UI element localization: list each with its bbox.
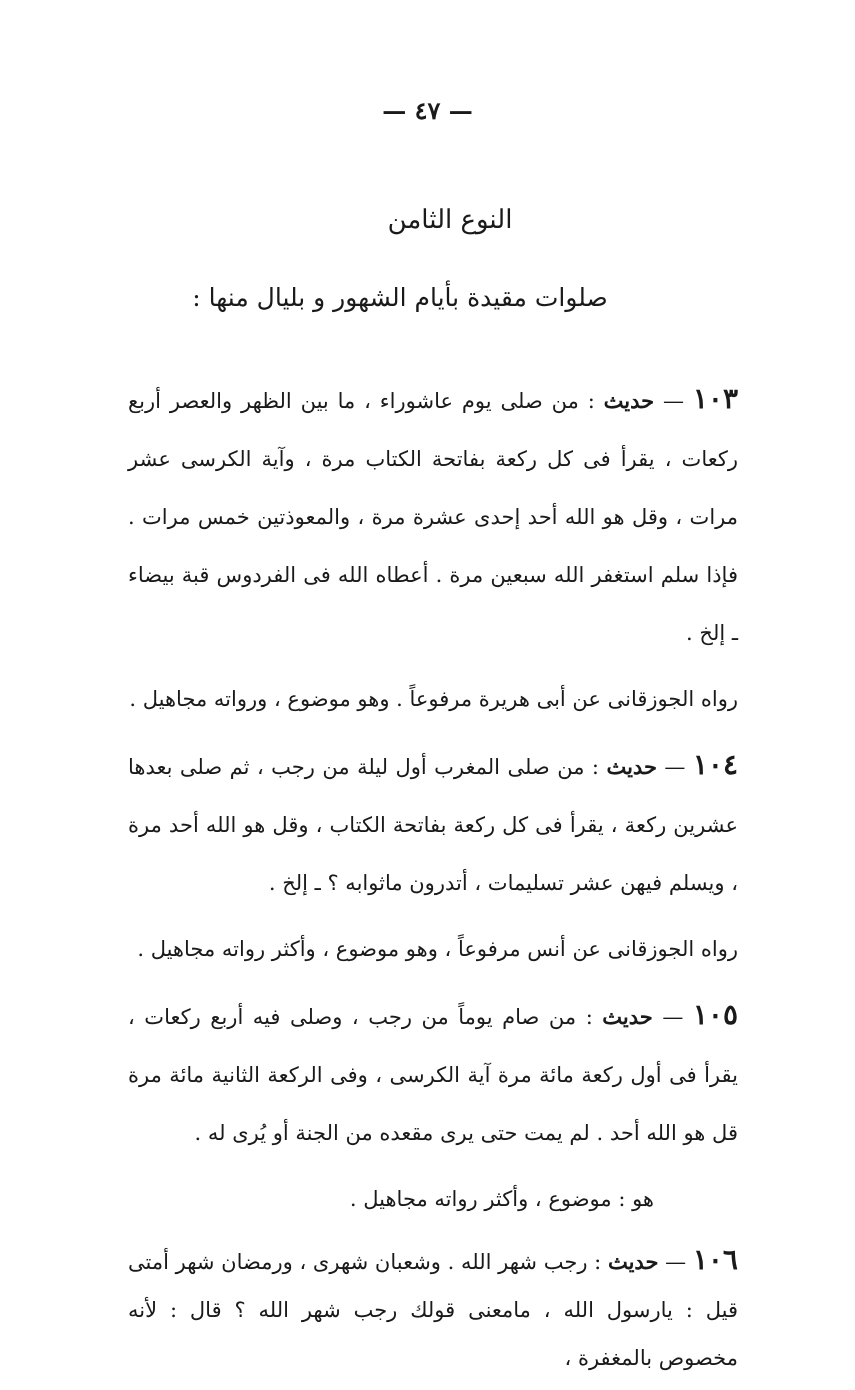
section-subtitle: صلوات مقيدة بأيام الشهور و بليال منها : (192, 283, 608, 312)
hadith-number: ١٠٤ (692, 748, 738, 781)
hadith-label: حديث (602, 1004, 653, 1029)
hadith-number: ١٠٥ (692, 998, 738, 1031)
hadith-number: ١٠٦ (692, 1243, 738, 1276)
hadith-label: حديث (603, 388, 655, 413)
hadith-entry: ١٠٥ — حديث : من صام يوماً من رجب ، وصلى فيه أربع ركعات ، يقرأ فى أول ركعة مائة مرة آية الكرسى ، وفى الركعة الثانية مائة مرة قل هو الله أحد . لم يمت حتى يرى مقعده من الجنة أو يُرى له . (128, 998, 738, 1145)
hadith-entry: ١٠٣ — حديث : من صلى يوم عاشوراء ، ما بين الظهر والعصر أربع ركعات ، يقرأ فى كل ركعة بفاتحة الكتاب مرة ، وآية الكرسى عشر مرات ، وقل هو الله أحد إحدى عشرة مرة ، والمعوذتين خمس مرات . فإذا سلم استغفر الله سبعين مرة . أعطاه الله فى الفردوس قبة بيضاء ـ إلخ . (128, 382, 738, 645)
hadith-number: ١٠٣ (692, 382, 738, 415)
hadith-entry: ١٠٤ — حديث : من صلى المغرب أول ليلة من رجب ، ثم صلى بعدها عشرين ركعة ، يقرأ فى كل ركعة بفاتحة الكتاب ، وقل هو الله أحد مرة ، ويسلم فيهن عشر تسليمات ، أتدرون ماثوابه ؟ ـ إلخ . (128, 748, 738, 895)
hadith-label: حديث (607, 1249, 659, 1274)
hadith-text: من صلى المغرب أول ليلة من رجب ، ثم صلى بعدها عشرين ركعة ، يقرأ فى كل ركعة بفاتحة الكتاب ، وقل هو الله أحد مرة ، ويسلم فيهن عشر تسليمات ، أتدرون ماثوابه ؟ ـ إلخ . (128, 755, 738, 895)
page-number: — ٤٧ — (382, 96, 473, 125)
hadith-text: من صلى يوم عاشوراء ، ما بين الظهر والعصر أربع ركعات ، يقرأ فى كل ركعة بفاتحة الكتاب مرة ، وآية الكرسى عشر مرات ، وقل هو الله أحد إحدى عشرة مرة ، والمعوذتين خمس مرات . فإذا سلم استغفر الله سبعين مرة . أعطاه الله فى الفردوس قبة بيضاء ـ إلخ . (128, 389, 738, 645)
hadith-note: رواه الجوزقانى عن أنس مرفوعاً ، وهو موضوع ، وأكثر رواته مجاهيل . (137, 937, 738, 961)
hadith-text: من صام يوماً من رجب ، وصلى فيه أربع ركعات ، يقرأ فى أول ركعة مائة مرة آية الكرسى ، وفى الركعة الثانية مائة مرة قل هو الله أحد . لم يمت حتى يرى مقعده من الجنة أو يُرى له . (128, 1005, 738, 1145)
hadith-text: رجب شهر الله . وشعبان شهرى ، ورمضان شهر أمتى قيل : يارسول الله ، مامعنى قولك رجب شهر الله ؟ قال : لأنه مخصوص بالمغفرة ، (128, 1250, 738, 1370)
body-text (128, 370, 738, 1390)
hadith-note: رواه الجوزقانى عن أبى هريرة مرفوعاً . وهو موضوع ، ورواته مجاهيل . (129, 687, 738, 711)
section-title: النوع الثامن (387, 205, 513, 235)
hadith-note: هو : موضوع ، وأكثر رواته مجاهيل . (349, 1187, 654, 1211)
hadith-entry: ١٠٦ — حديث : رجب شهر الله . وشعبان شهرى ، ورمضان شهر أمتى قيل : يارسول الله ، مامعنى قولك رجب شهر الله ؟ قال : لأنه مخصوص بالمغفرة ، (128, 1243, 738, 1370)
hadith-label: حديث (606, 754, 657, 779)
